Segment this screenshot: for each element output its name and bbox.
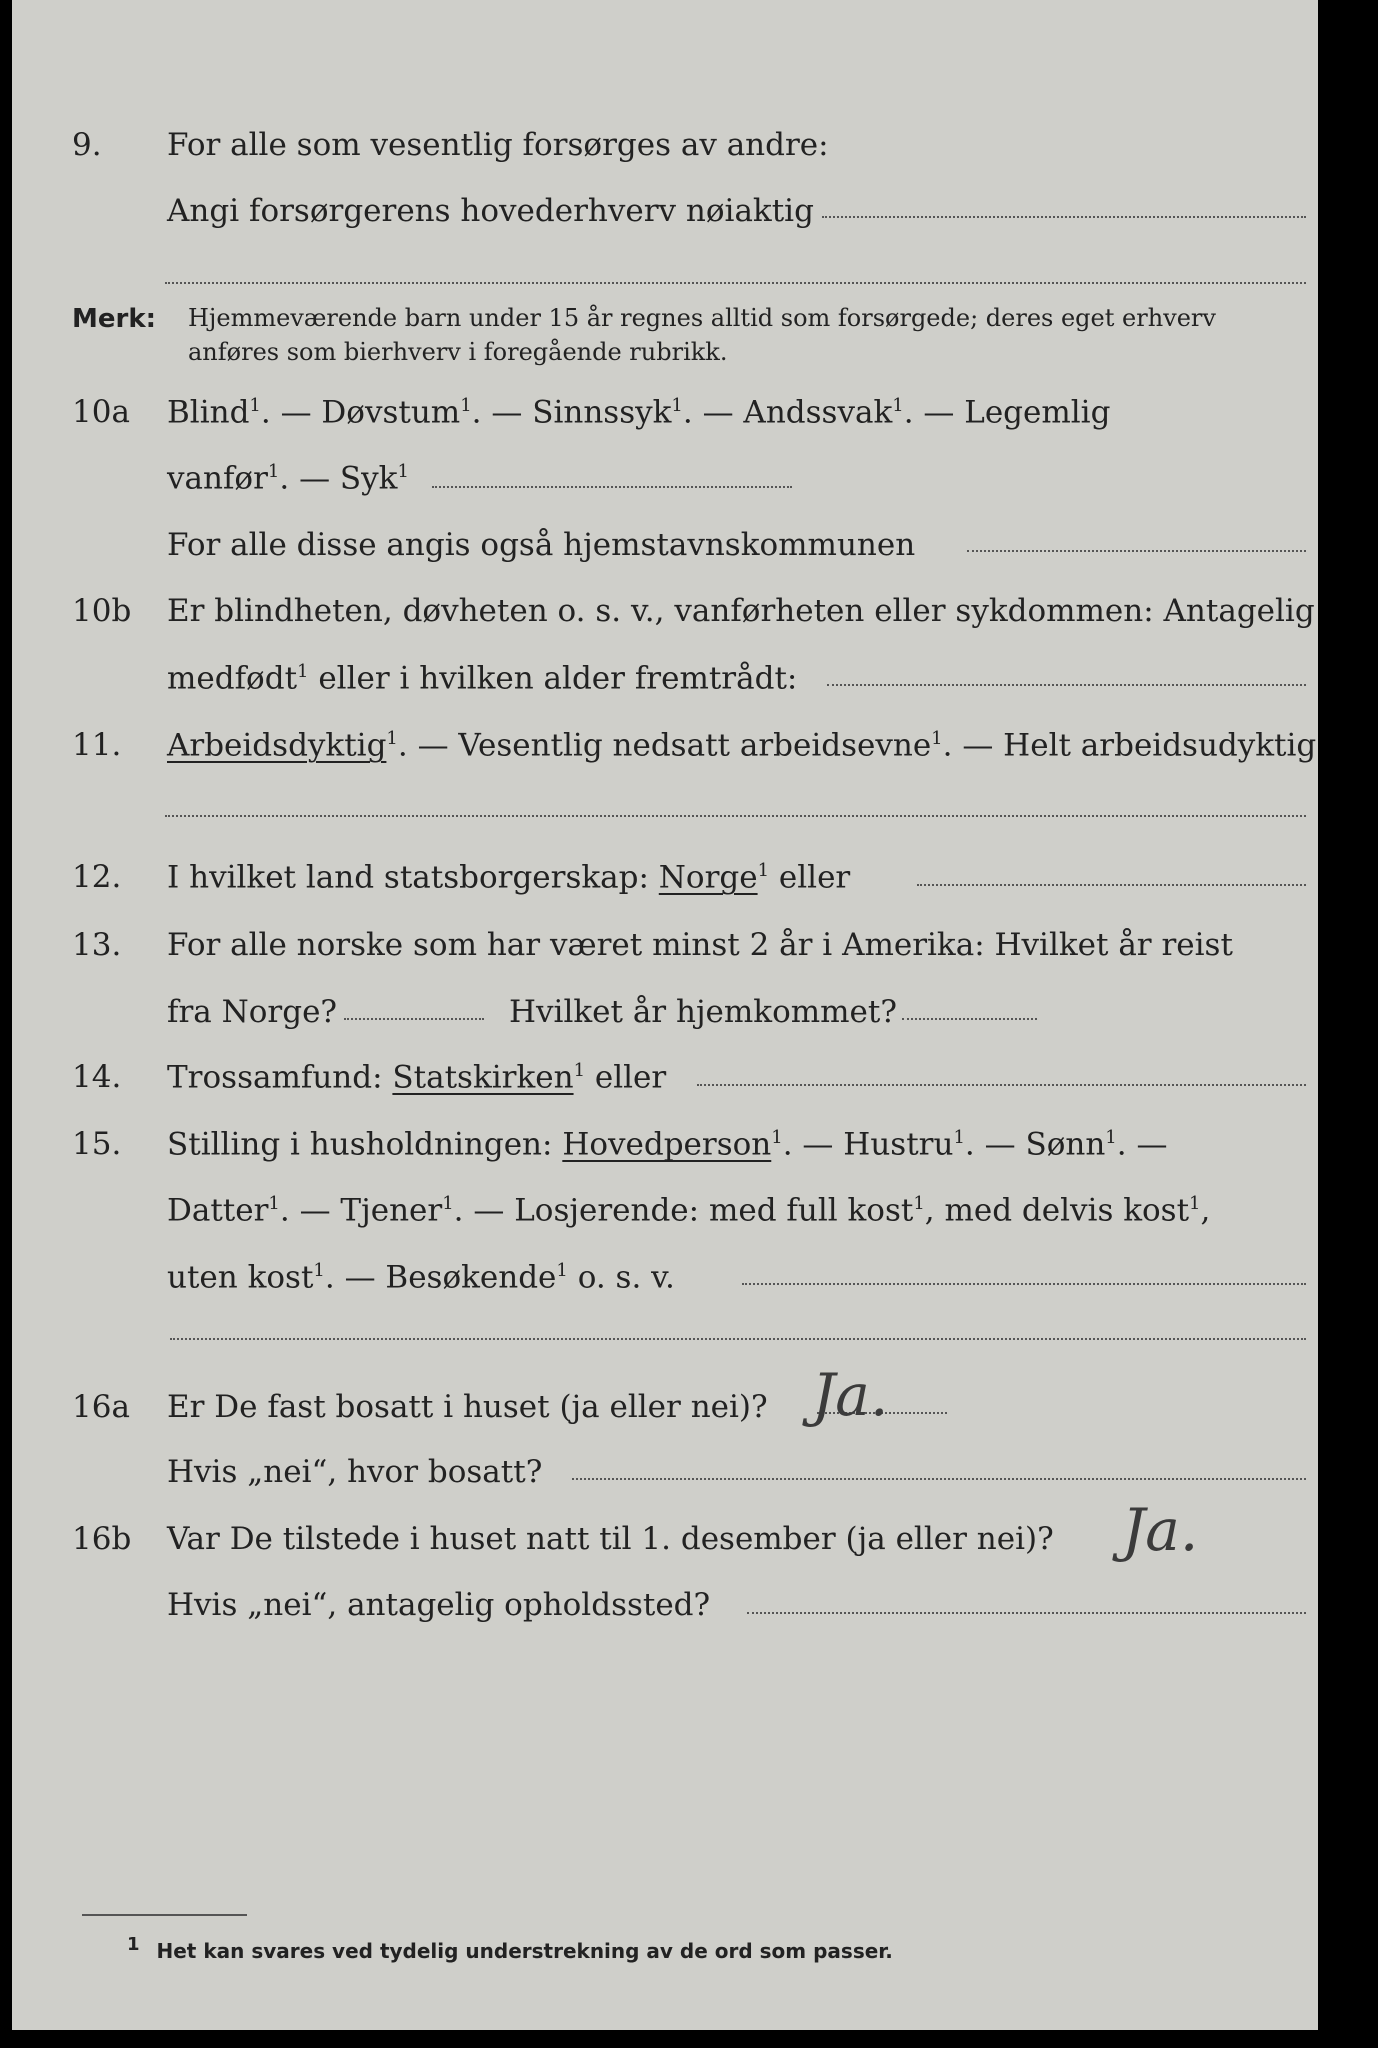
q13-number: 13. bbox=[72, 927, 122, 963]
note-label: Merk: bbox=[72, 304, 157, 334]
q16a-number: 16a bbox=[72, 1389, 130, 1425]
q16a-where: Hvis „nei“, hvor bosatt? bbox=[167, 1454, 543, 1490]
q10a-answer-line bbox=[432, 486, 792, 488]
q16a-question: Er De fast bosatt i huset (ja eller nei)? bbox=[167, 1389, 768, 1425]
q12-underlined-answer: Norge bbox=[658, 859, 758, 896]
q16b-question: Var De tilstede i huset natt til 1. desember (ja eller nei)? bbox=[167, 1521, 1054, 1557]
q16a-handwritten-answer bbox=[792, 1335, 992, 1455]
q11-work-capacity: Arbeidsdyktig$^1$. — Vesentlig nedsatt arbeidsevne$^1$. — Helt arbeidsudyktig bbox=[167, 727, 1317, 764]
q12-answer-line bbox=[917, 884, 1306, 886]
q10a-row-3 bbox=[12, 518, 1330, 578]
q9-question: For alle som vesentlig forsørges av andre: bbox=[167, 127, 829, 163]
note-block bbox=[12, 298, 1330, 368]
q10a-municipality-line bbox=[967, 550, 1306, 552]
q9-answer-line bbox=[822, 216, 1306, 218]
q16b-number: 16b bbox=[72, 1521, 132, 1557]
q15-row-2 bbox=[12, 1183, 1330, 1243]
q10b-number: 10b bbox=[72, 593, 132, 629]
q10a-row bbox=[12, 385, 1330, 445]
q14-answer-line bbox=[697, 1084, 1306, 1086]
q10b-question-2: medfødt$^1$ eller i hvilken alder fremtrådt: bbox=[167, 660, 798, 697]
q10b-row bbox=[12, 584, 1330, 644]
q15-household-position-3: uten kost$^1$. — Besøkende$^1$ o. s. v. bbox=[167, 1259, 675, 1296]
q11-number: 11. bbox=[72, 727, 122, 763]
q14-number: 14. bbox=[72, 1059, 122, 1095]
note-line-2: anføres som bierhverv i foregående rubrikk. bbox=[188, 338, 728, 366]
q11-answer-line bbox=[165, 815, 1306, 817]
q16a-row bbox=[12, 1380, 1330, 1440]
q11-row bbox=[12, 718, 1330, 778]
q14-row bbox=[12, 1050, 1330, 1110]
note-line-1: Hjemmeværende barn under 15 år regnes alltid som forsørgede; deres eget erhverv bbox=[188, 304, 1216, 332]
footnote bbox=[127, 1934, 893, 1963]
q10b-row-2 bbox=[12, 651, 1330, 711]
q15-row-3 bbox=[12, 1250, 1330, 1310]
q16b-whereabouts-line bbox=[747, 1612, 1306, 1614]
q12-number: 12. bbox=[72, 859, 122, 895]
q12-row bbox=[12, 850, 1330, 910]
q10a-number: 10a bbox=[72, 394, 130, 430]
q14-religion: Trossamfund: Statskirken$^1$ eller bbox=[167, 1059, 667, 1096]
q13-returned: Hvilket år hjemkommet? bbox=[509, 994, 897, 1030]
footnote-rule bbox=[82, 1914, 247, 1916]
q9-answer-line-2 bbox=[165, 282, 1306, 284]
q15-household-position: Stilling i husholdningen: Hovedperson$^1$. — Hustru$^1$. — Sønn$^1$. — bbox=[167, 1126, 1168, 1163]
q16b-handwritten-answer bbox=[1102, 1470, 1312, 1590]
q14-underlined-answer: Statskirken bbox=[392, 1059, 574, 1096]
q13-row-2 bbox=[12, 985, 1330, 1045]
q13-row bbox=[12, 918, 1330, 978]
q16a-answer-text: Ja. bbox=[812, 1361, 889, 1429]
q15-underlined-answer: Hovedperson bbox=[562, 1126, 772, 1163]
q10b-answer-line bbox=[827, 684, 1306, 686]
q10b-question: Er blindheten, døvheten o. s. v., vanførheten eller sykdommen: Antagelig bbox=[167, 593, 1315, 629]
q16b-row-2 bbox=[12, 1578, 1330, 1638]
q16b-whereabouts: Hvis „nei“, antagelig opholdssted? bbox=[167, 1587, 711, 1623]
q15-household-position-2: Datter$^1$. — Tjener$^1$. — Losjerende: med full kost$^1$, med delvis kost$^1$, bbox=[167, 1192, 1211, 1229]
q15-row bbox=[12, 1117, 1330, 1177]
q13-left-line bbox=[344, 1018, 484, 1020]
footnote-text: Het kan svares ved tydelig understrekning av de ord som passer. bbox=[156, 1938, 893, 1963]
q13-left-norway: fra Norge? bbox=[167, 994, 338, 1030]
q12-citizenship: I hvilket land statsborgerskap: Norge$^1$ eller bbox=[167, 859, 851, 896]
q9-number: 9. bbox=[72, 127, 102, 163]
q11-underlined-answer: Arbeidsdyktig bbox=[167, 727, 387, 764]
q9-row bbox=[12, 118, 1330, 178]
q16b-answer-text: Ja. bbox=[1122, 1496, 1199, 1564]
q13-returned-line bbox=[902, 1018, 1037, 1020]
q10a-conditions-2: vanfør$^1$. — Syk$^1$ bbox=[167, 460, 409, 497]
q15-answer-line-2 bbox=[170, 1338, 1306, 1340]
q15-number: 15. bbox=[72, 1126, 122, 1162]
q10a-home-municipality: For alle disse angis også hjemstavnskommunen bbox=[167, 527, 916, 563]
q13-america: For alle norske som har været minst 2 år i Amerika: Hvilket år reist bbox=[167, 927, 1233, 963]
q10a-row-2 bbox=[12, 451, 1330, 511]
census-form-page bbox=[12, 0, 1330, 2030]
footnote-mark: 1 bbox=[127, 1934, 140, 1955]
scan-border bbox=[1318, 0, 1366, 2048]
q10a-conditions: Blind$^1$. — Døvstum$^1$. — Sinnssyk$^1$. — Andssvak$^1$. — Legemlig bbox=[167, 394, 1111, 431]
q9-row-2 bbox=[12, 184, 1330, 244]
q9-subquestion: Angi forsørgerens hovederhverv nøiaktig bbox=[167, 193, 814, 229]
q15-answer-line bbox=[742, 1283, 1306, 1285]
